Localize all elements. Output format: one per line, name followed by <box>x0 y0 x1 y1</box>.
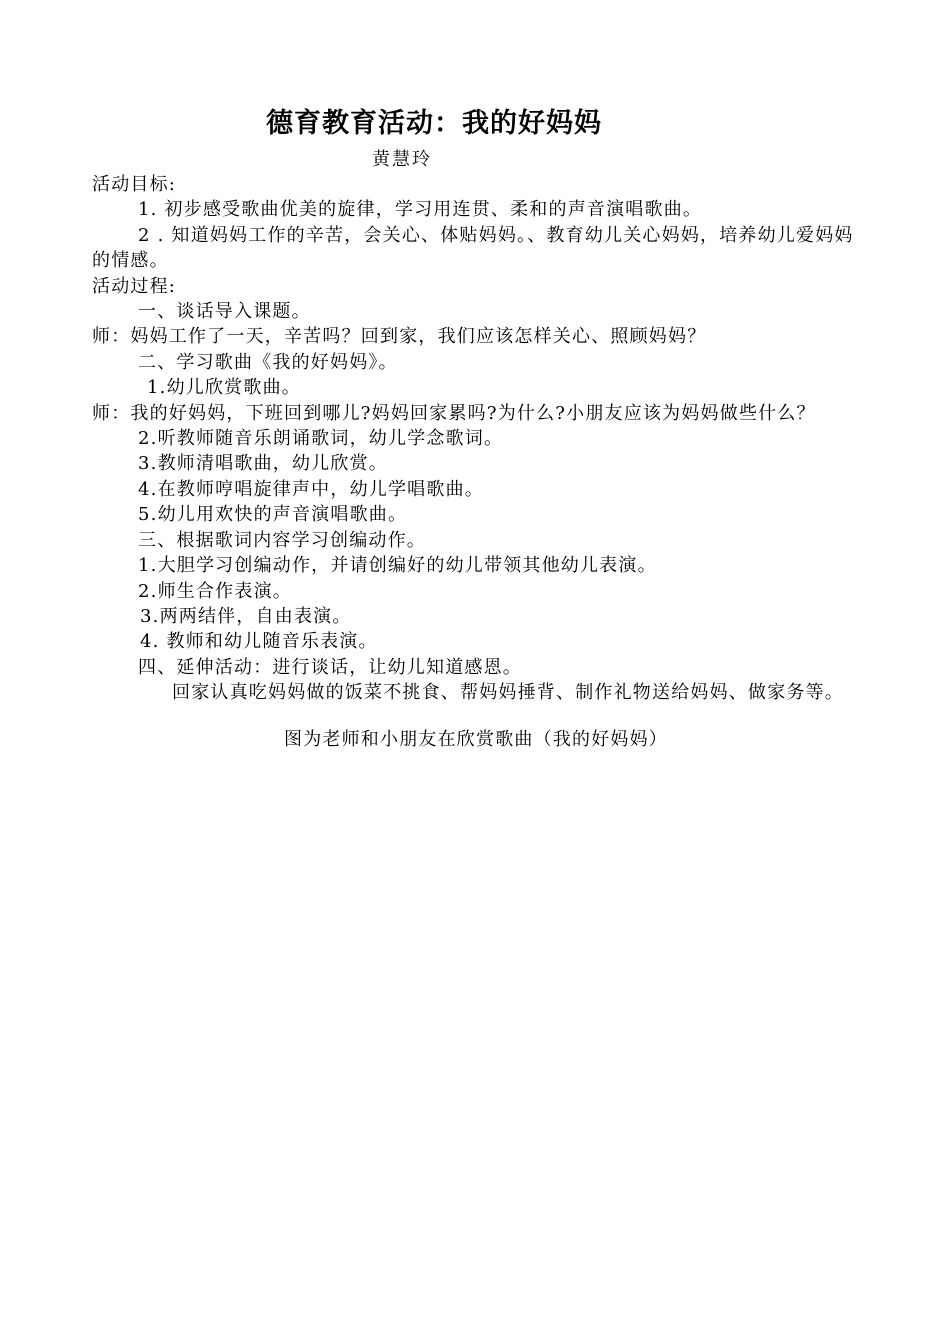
process-step-2-1: 1.幼儿欣赏歌曲。 <box>147 377 301 399</box>
process-step-3-1: 1.大胆学习创编动作，并请创编好的幼儿带领其他幼儿表演。 <box>138 555 657 577</box>
teacher-question-2: 师：我的好妈妈，下班回到哪儿?妈妈回家累吗?为什么?小朋友应该为妈妈做些什么？ <box>92 402 816 424</box>
process-step-4: 四、延伸活动：进行谈话，让幼儿知道感恩。 <box>138 656 522 678</box>
process-step-3: 三、根据歌词内容学习创编动作。 <box>138 529 426 551</box>
process-step-2-3: 3.教师清唱歌曲，幼儿欣赏。 <box>138 453 388 475</box>
process-step-3-2: 2.师生合作表演。 <box>138 580 292 602</box>
process-step-3-3: 3.两两结伴，自由表演。 <box>140 605 352 627</box>
extension-activity: 回家认真吃妈妈做的饭菜不挑食、帮妈妈捶背、制作礼物送给妈妈、做家务等。 <box>172 682 844 704</box>
process-step-2-5: 5.幼儿用欢快的声音演唱歌曲。 <box>138 504 408 526</box>
goals-heading: 活动目标: <box>92 174 177 195</box>
goal-item-1: 1. 初步感受歌曲优美的旋律，学习用连贯、柔和的声音演唱歌曲。 <box>138 199 703 221</box>
document-body <box>92 172 862 752</box>
teacher-question-1: 师：妈妈工作了一天，辛苦吗？回到家，我们应该怎样关心、照顾妈妈？ <box>92 326 707 348</box>
document-title: 德育教育活动：我的好妈妈 <box>266 108 602 139</box>
goal-item-2: 2 . 知道妈妈工作的辛苦，会关心、体贴妈妈。、教育幼儿关心妈妈，培养幼儿爱妈妈的情感。 <box>92 224 854 272</box>
process-step-2: 二、学习歌曲《我的好妈妈》。 <box>138 351 398 373</box>
author-name: 黄慧玲 <box>372 149 432 170</box>
image-caption: 图为老师和小朋友在欣赏歌曲（我的好妈妈） <box>284 728 668 750</box>
process-step-2-2: 2.听教师随音乐朗诵歌词，幼儿学念歌词。 <box>138 428 504 450</box>
process-step-2-4: 4.在教师哼唱旋律声中，幼儿学唱歌曲。 <box>138 478 484 500</box>
process-step-1: 一、谈话导入课题。 <box>138 301 311 323</box>
process-step-3-4: 4. 教师和幼儿随音乐表演。 <box>140 631 378 653</box>
process-heading: 活动过程: <box>92 275 177 297</box>
